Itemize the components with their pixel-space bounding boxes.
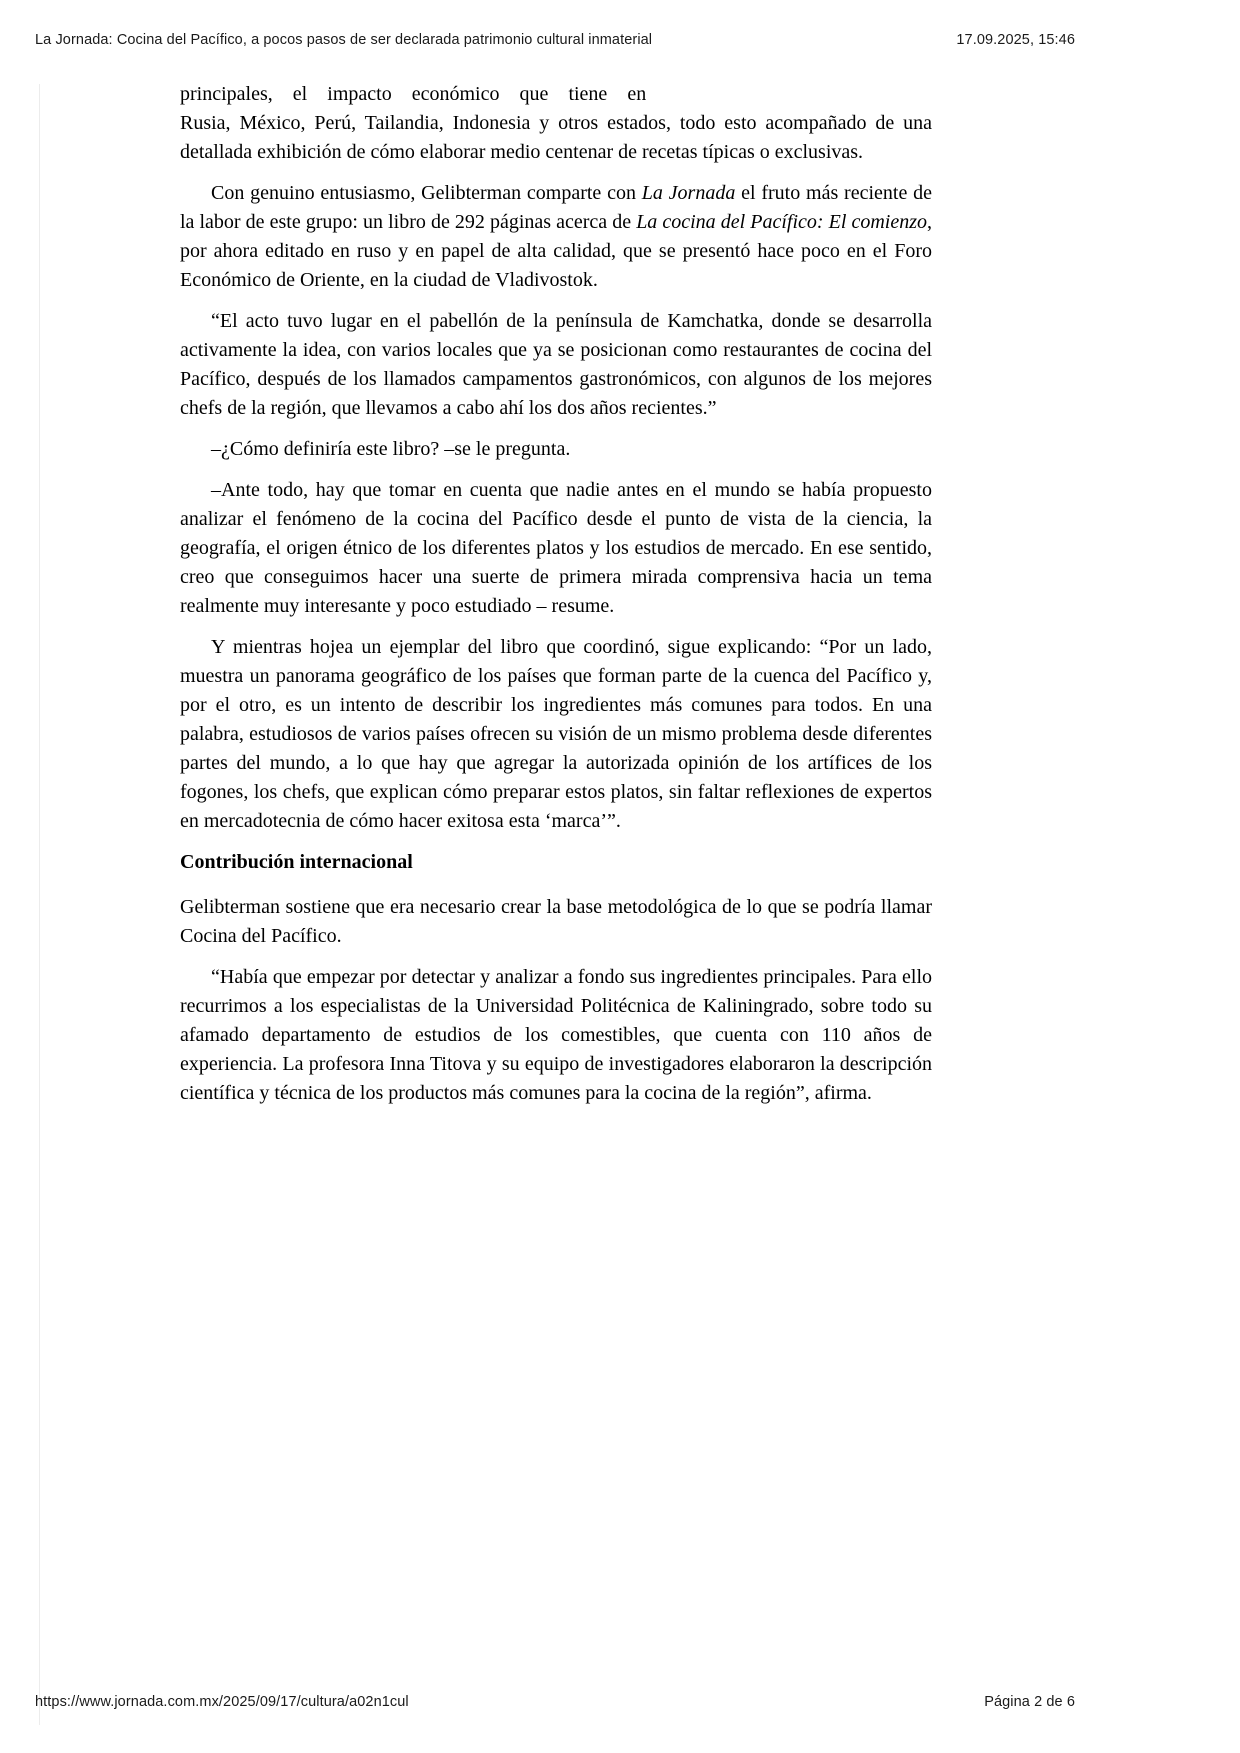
italic-text-segment: La cocina del Pacífico: El comienzo: [636, 211, 927, 233]
paragraph: [180, 179, 932, 295]
italic-text-segment: La Jornada: [641, 182, 736, 204]
header-title: La Jornada: Cocina del Pacífico, a pocos pasos de ser declarada patrimonio cultural inmaterial: [35, 32, 653, 48]
footer-url: https://www.jornada.com.mx/2025/09/17/cultura/a02n1cul: [35, 1694, 409, 1710]
article-body: [180, 80, 932, 1120]
text-segment: Rusia, México, Perú, Tailandia, Indonesia y otros estados, todo esto acompañado de una detallada exhibición de cómo elaborar medio centenar de recetas típicas o exclusivas.: [180, 112, 932, 163]
text-segment: Con genuino entusiasmo, Gelibterman comparte con: [211, 182, 642, 204]
text-segment: “Había que empezar por detectar y analizar a fondo sus ingredientes principales. Para ello recurrimos a los especialistas de la Universidad Politécnica de Kaliningrado, sobre todo su afamado departamento de estudios de los comestibles, que cuenta con 110 años de experiencia. La profesora Inna Titova y su equipo de investigadores elaboraron la descripción científica y técnica de los productos más comunes para la cocina de la región”, afirma.: [180, 966, 932, 1104]
text-segment: –¿Cómo definiría este libro? –se le pregunta.: [211, 438, 571, 460]
text-segment: , por ahora editado en ruso y en papel de alta calidad, que se presentó hace poco en el Foro Económico de Oriente, en la ciudad de Vladivostok.: [180, 211, 932, 291]
paragraph: [180, 476, 932, 621]
paragraph-lead-line: principales, el impacto económico que tiene en: [180, 83, 647, 105]
paragraph: [180, 80, 932, 167]
page-footer: [35, 1694, 1075, 1710]
paragraph: [180, 893, 932, 951]
footer-page-number: Página 2 de 6: [984, 1694, 1075, 1710]
paragraph: [180, 307, 932, 423]
section-heading: Contribución internacional: [180, 851, 413, 873]
paragraph: [180, 435, 932, 464]
paragraph: [180, 633, 932, 836]
text-segment: Y mientras hojea un ejemplar del libro que coordinó, sigue explicando: “Por un lado, muestra un panorama geográfico de los países que forman parte de la cuenca del Pacífico y, por el otro, es un intento de describir los ingredientes más comunes para todos. En una palabra, estudiosos de varios países ofrecen su visión de un mismo problema desde diferentes partes del mundo, a lo que hay que agregar la autorizada opinión de los artífices de los fogones, los chefs, que explican cómo preparar estos platos, sin faltar reflexiones de expertos en mercadotecnia de cómo hacer exitosa esta ‘marca’”.: [180, 636, 932, 832]
text-segment: el fruto más reciente de la labor de este grupo: un libro de 292 páginas acerca de: [180, 182, 932, 233]
page-edge-line: [39, 84, 40, 1725]
header-datetime: 17.09.2025, 15:46: [956, 32, 1075, 48]
page-header: [35, 32, 1075, 48]
text-segment: “El acto tuvo lugar en el pabellón de la península de Kamchatka, donde se desarrolla activamente la idea, con varios locales que ya se posicionan como restaurantes de cocina del Pacífico, después de los llamados campamentos gastronómicos, con algunos de los mejores chefs de la región, que llevamos a cabo ahí los dos años recientes.”: [180, 310, 932, 419]
text-segment: Gelibterman sostiene que era necesario crear la base metodológica de lo que se podría llamar Cocina del Pacífico.: [180, 896, 932, 947]
text-segment: –Ante todo, hay que tomar en cuenta que nadie antes en el mundo se había propuesto analizar el fenómeno de la cocina del Pacífico desde el punto de vista de la ciencia, la geografía, el origen étnico de los diferentes platos y los estudios de mercado. En ese sentido, creo que conseguimos hacer una suerte de primera mirada comprensiva hacia un tema realmente muy interesante y poco estudiado – resume.: [180, 479, 932, 617]
paragraph: [180, 963, 932, 1108]
